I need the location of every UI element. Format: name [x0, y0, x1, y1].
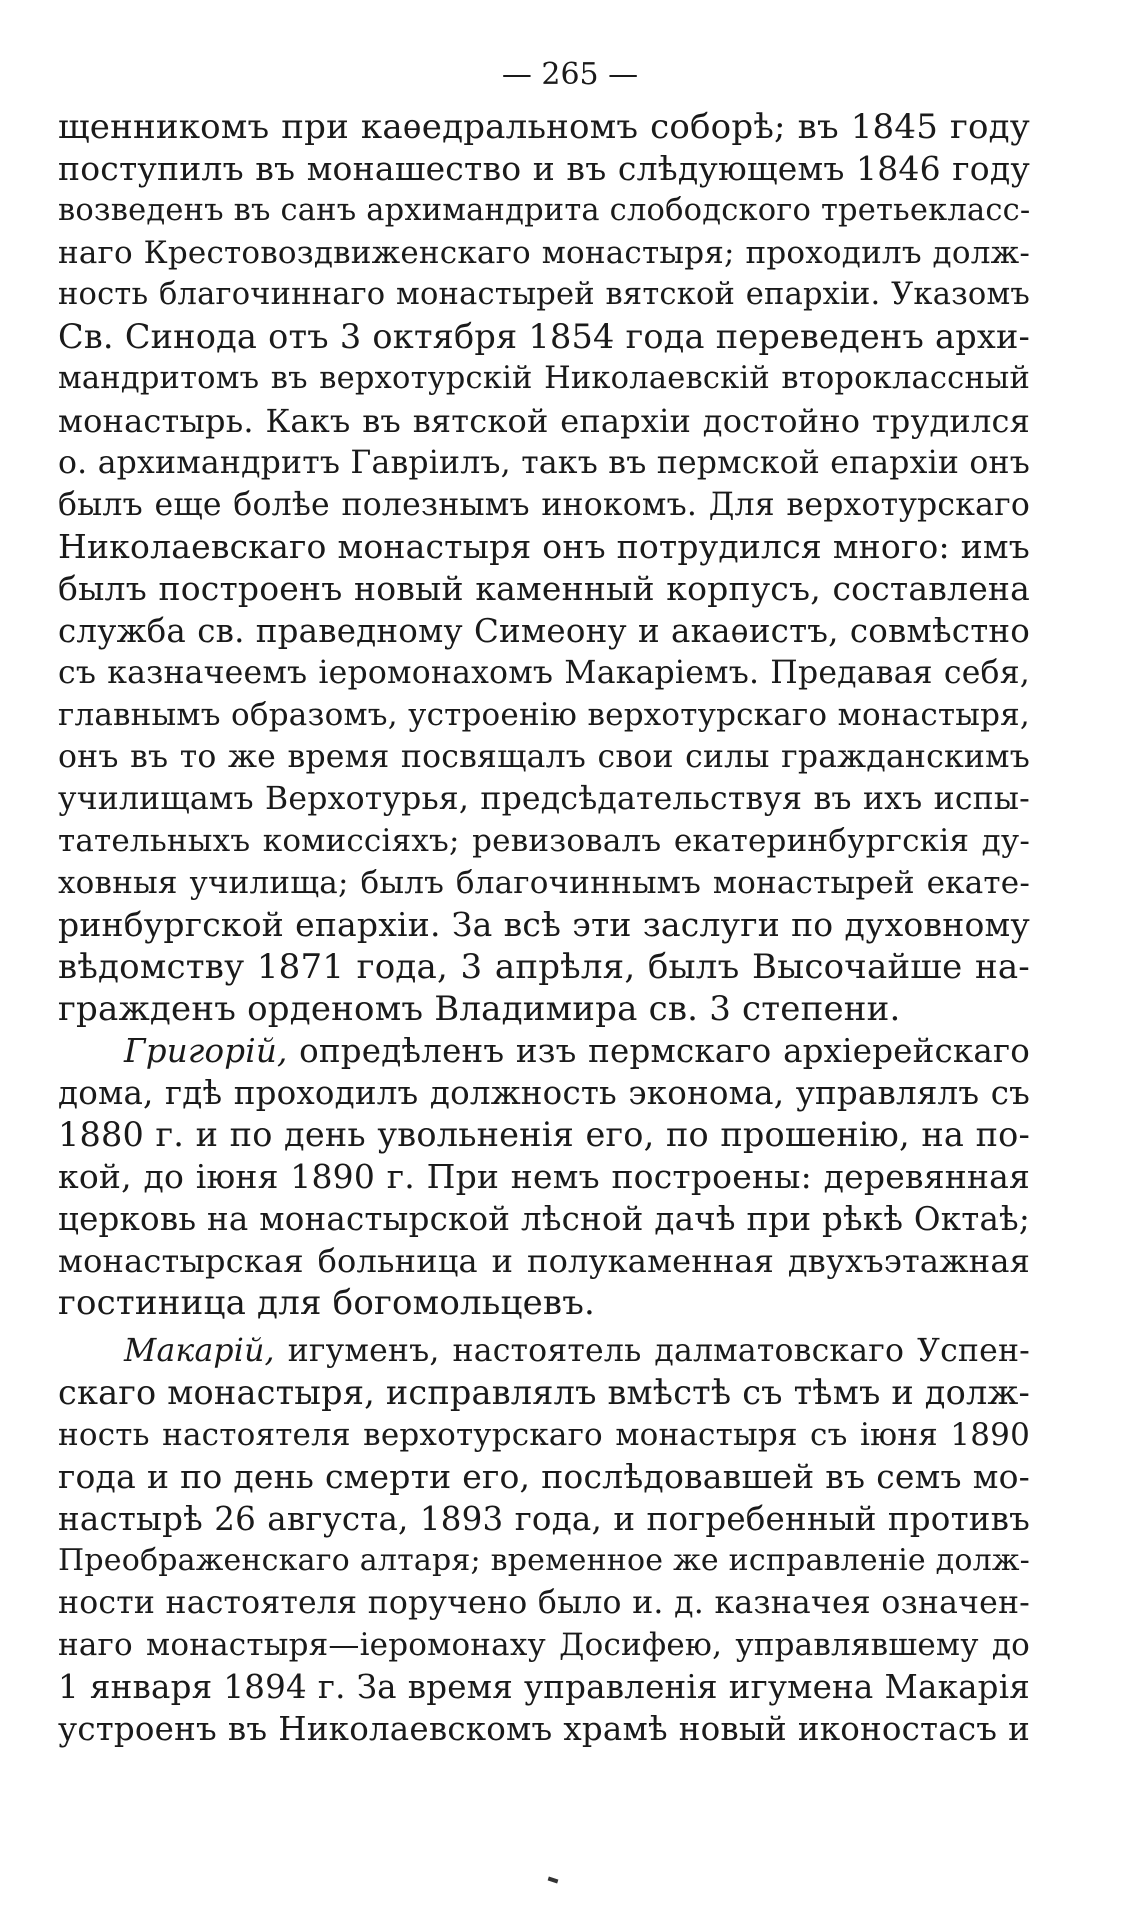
text-line: Преображенскаго алтаря; временное же исправленіе долж- [58, 1543, 1030, 1578]
text-run: игуменъ, настоятель далматовскаго Успен- [287, 1333, 1030, 1369]
text-line: мандритомъ въ верхотурскій Николаевскій второклассный [58, 361, 1030, 396]
text-line: гостиница для богомольцевъ. [58, 1283, 596, 1323]
paragraph-grigoriy [58, 1030, 1030, 1324]
text-line: ности настоятеля поручено было и. д. казначея означен- [58, 1585, 1030, 1621]
text-line: 1880 г. и по день увольненія его, по прошенію, на по- [58, 1115, 1030, 1154]
text-line: Св. Синода отъ 3 октября 1854 года переведенъ архи- [58, 317, 1030, 356]
text-line: церковь на монастырской лѣсной дачѣ при рѣкѣ Октаѣ; [58, 1200, 1030, 1238]
text-line: скаго монастыря, исправлялъ вмѣстѣ съ тѣмъ и долж- [58, 1373, 1030, 1412]
text-line: съ казначеемъ іеромонахомъ Макаріемъ. Предавая себя, [58, 655, 1030, 691]
text-line: ховныя училища; былъ благочиннымъ монастырей екате- [58, 865, 1030, 901]
person-name: Макарій, [124, 1333, 275, 1369]
text-line: монастырь. Какъ въ вятской епархіи достойно трудился [58, 402, 1030, 440]
text-line: главнымъ образомъ, устроенію верхотурскаго монастыря, [58, 697, 1030, 733]
print-mark [548, 1877, 559, 1884]
text-line: наго монастыря—іеромонаху Досифею, управлявшему до [58, 1627, 1030, 1663]
page-number: — 265 — [501, 57, 639, 92]
text-line: 1 января 1894 г. За время управленія игумена Макарія [58, 1668, 1030, 1706]
text-line: училищамъ Верхотурья, предсѣдательствуя въ ихъ испы- [58, 781, 1030, 817]
text-line: тательныхъ комиссіяхъ; ревизовалъ екатеринбургскія ду- [58, 823, 1030, 859]
text-line: настырѣ 26 августа, 1893 года, и погребенный противъ [58, 1500, 1030, 1538]
text-line: возведенъ въ санъ архимандрита слободского третьекласс- [58, 193, 1031, 228]
paragraph-first-line [58, 1030, 1030, 1072]
text-line: о. архимандритъ Гавріилъ, такъ въ пермской епархіи онъ [58, 445, 1030, 481]
text-line: Николаевскаго монастыря онъ потрудился много: имъ [58, 527, 1030, 566]
text-line: ность настоятеля верхотурскаго монастыря съ іюня 1890 [58, 1417, 1030, 1453]
text-line: вѣдомству 1871 года, 3 апрѣля, былъ Высочайше на- [58, 947, 1030, 987]
text-line: онъ въ то же время посвящалъ свои силы гражданскимъ [58, 739, 1030, 775]
text-line: наго Крестовоздвиженскаго монастыря; проходилъ долж- [58, 235, 1030, 271]
text-line: служба св. праведному Симеону и акаѳистъ, совмѣстно [58, 612, 1030, 650]
paragraph-makariy [58, 1330, 1030, 1750]
paragraph-gavriil [58, 106, 1030, 1030]
text-line: ность благочиннаго монастырей вятской епархіи. Указомъ [58, 277, 1030, 312]
text-run: опредѣленъ изъ пермскаго архіерейскаго [299, 1032, 1030, 1070]
text-line: былъ построенъ новый каменный корпусъ, составлена [58, 569, 1030, 608]
text-line: дома, гдѣ проходилъ должность эконома, управлялъ съ [58, 1074, 1030, 1112]
text-line: былъ еще болѣе полезнымъ инокомъ. Для верхотурскаго [58, 487, 1030, 523]
text-line: гражденъ орденомъ Владимира св. 3 степени. [58, 989, 901, 1029]
text-line: щенникомъ при каѳедральномъ соборѣ; въ 1845 году [58, 107, 1030, 147]
text-line: кой, до іюня 1890 г. При немъ построены: деревянная [58, 1157, 1030, 1196]
text-line: поступилъ въ монашество и въ слѣдующемъ 1846 году [58, 149, 1030, 188]
text-line: монастырская больница и полукаменная двухъэтажная [58, 1242, 1030, 1280]
text-line: ринбургской епархіи. За всѣ эти заслуги по духовному [58, 905, 1030, 944]
person-name: Григорій, [124, 1032, 288, 1070]
text-line: года и по день смерти его, послѣдовавшей въ семъ мо- [58, 1457, 1030, 1496]
paragraph-first-line [58, 1330, 1030, 1372]
text-line: устроенъ въ Николаевскомъ храмѣ новый иконостасъ и [58, 1710, 1030, 1748]
